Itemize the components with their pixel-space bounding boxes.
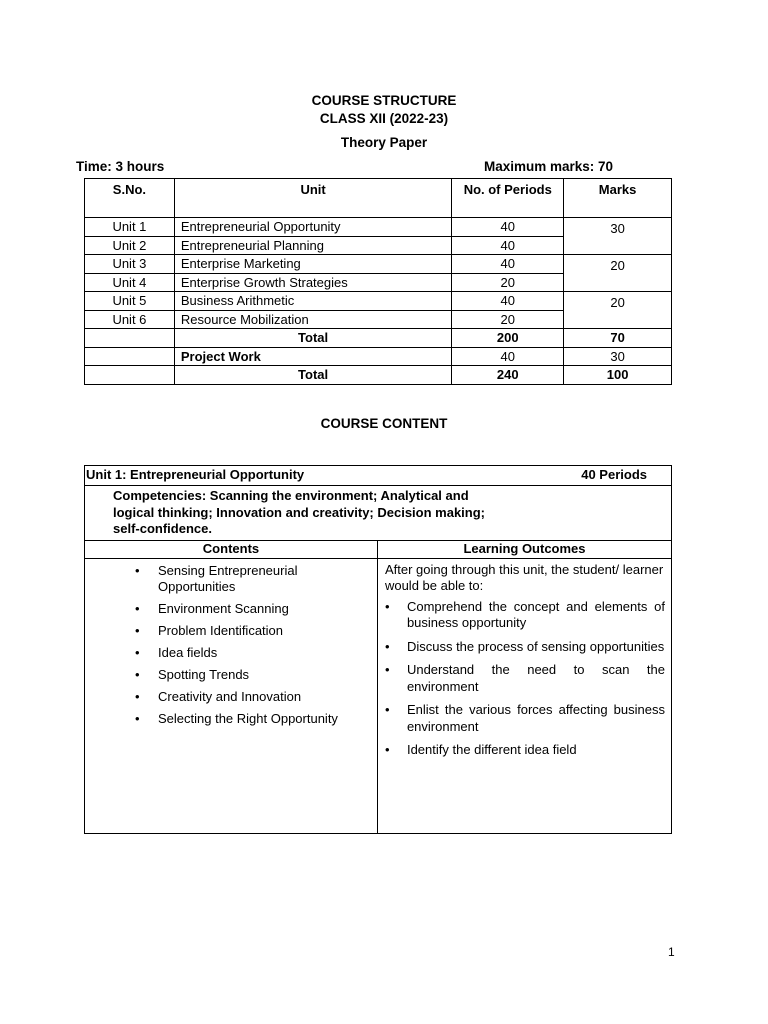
marks-header: Marks: [564, 179, 672, 218]
sno-cell: Unit 2: [85, 236, 175, 255]
unit-content-table: [84, 465, 672, 834]
project-row: [85, 347, 672, 366]
list-item: • Environment Scanning: [85, 601, 368, 618]
contents-list: [85, 563, 377, 728]
periods-cell: 20: [452, 310, 564, 329]
unit-cell: Enterprise Marketing: [174, 255, 452, 274]
list-item: • Creativity and Innovation: [85, 689, 368, 706]
course-content-heading: COURSE CONTENT: [320, 416, 448, 431]
table-row: [85, 255, 672, 274]
grand-total-label: Total: [174, 366, 452, 385]
sno-cell: Unit 3: [85, 255, 175, 274]
content-body-row: [85, 558, 672, 833]
sno-cell: Unit 4: [85, 273, 175, 292]
unit-cell: Entrepreneurial Opportunity: [174, 218, 452, 237]
periods-cell: 40: [452, 255, 564, 274]
periods-cell: 40: [452, 292, 564, 311]
contents-list-cell: [85, 558, 378, 833]
project-label: Project Work: [174, 347, 452, 366]
list-item: • Idea fields: [85, 645, 368, 662]
total-label: Total: [174, 329, 452, 348]
unit-cell: Business Arithmetic: [174, 292, 452, 311]
unit-cell: Resource Mobilization: [174, 310, 452, 329]
periods-cell: 40: [452, 218, 564, 237]
list-item: • Comprehend the concept and elements of business opportunity: [385, 599, 665, 632]
total-marks: 70: [564, 329, 672, 348]
table-row: [85, 292, 672, 311]
unit-cell: Entrepreneurial Planning: [174, 236, 452, 255]
max-marks-label: Maximum marks: 70: [484, 159, 614, 174]
list-item: • Selecting the Right Opportunity: [85, 711, 368, 728]
periods-header: No. of Periods: [452, 179, 564, 218]
competencies-text: Competencies: Scanning the environment; Analytical and logical thinking; Innovation and creativity; Decision making; self-confidence.: [85, 486, 672, 541]
list-item: • Discuss the process of sensing opportunities: [385, 639, 665, 656]
class-subtitle: CLASS XII (2022-23): [319, 111, 449, 126]
outcomes-header: Learning Outcomes: [377, 540, 671, 558]
grand-total-marks: 100: [564, 366, 672, 385]
sno-cell: Unit 5: [85, 292, 175, 311]
table-row: [85, 218, 672, 237]
periods-cell: 40: [452, 236, 564, 255]
course-structure-table: [84, 178, 672, 385]
list-item: • Identify the different idea field: [385, 742, 665, 759]
empty-cell: [85, 347, 175, 366]
project-marks: 30: [564, 347, 672, 366]
list-item: • Problem Identification: [85, 623, 368, 640]
unit-cell: Enterprise Growth Strategies: [174, 273, 452, 292]
paper-subtitle: Theory Paper: [340, 135, 428, 150]
competencies-row: [85, 486, 672, 541]
empty-cell: [85, 329, 175, 348]
sno-header: S.No.: [85, 179, 175, 218]
sno-cell: Unit 1: [85, 218, 175, 237]
sno-cell: Unit 6: [85, 310, 175, 329]
grand-total-periods: 240: [452, 366, 564, 385]
unit-periods: 40 Periods: [581, 467, 647, 482]
page-number: 1: [668, 945, 675, 959]
unit-header-row: [85, 466, 672, 486]
project-periods: 40: [452, 347, 564, 366]
marks-cell: 30: [564, 218, 672, 255]
time-label: Time: 3 hours: [76, 159, 165, 174]
total-periods: 200: [452, 329, 564, 348]
grand-total-row: [85, 366, 672, 385]
marks-cell: 20: [564, 255, 672, 292]
list-item: • Sensing Entrepreneurial Opportunities: [85, 563, 368, 596]
list-item: • Spotting Trends: [85, 667, 368, 684]
outcomes-intro: After going through this unit, the student/ learner would be able to:: [384, 561, 664, 593]
unit-header: Unit: [174, 179, 452, 218]
periods-cell: 20: [452, 273, 564, 292]
empty-cell: [85, 366, 175, 385]
list-item: • Enlist the various forces affecting business environment: [385, 702, 665, 735]
unit-header-cell: [85, 466, 672, 486]
total-row: [85, 329, 672, 348]
table-header-row: [85, 179, 672, 218]
contents-header: Contents: [85, 540, 378, 558]
column-header-row: [85, 540, 672, 558]
outcomes-list: [385, 599, 665, 759]
outcomes-list-cell: [377, 558, 671, 833]
list-item: • Understand the need to scan the environment: [385, 662, 665, 695]
unit-title: Unit 1: Entrepreneurial Opportunity: [86, 467, 305, 482]
page-title: COURSE STRUCTURE: [311, 93, 457, 108]
marks-cell: 20: [564, 292, 672, 329]
